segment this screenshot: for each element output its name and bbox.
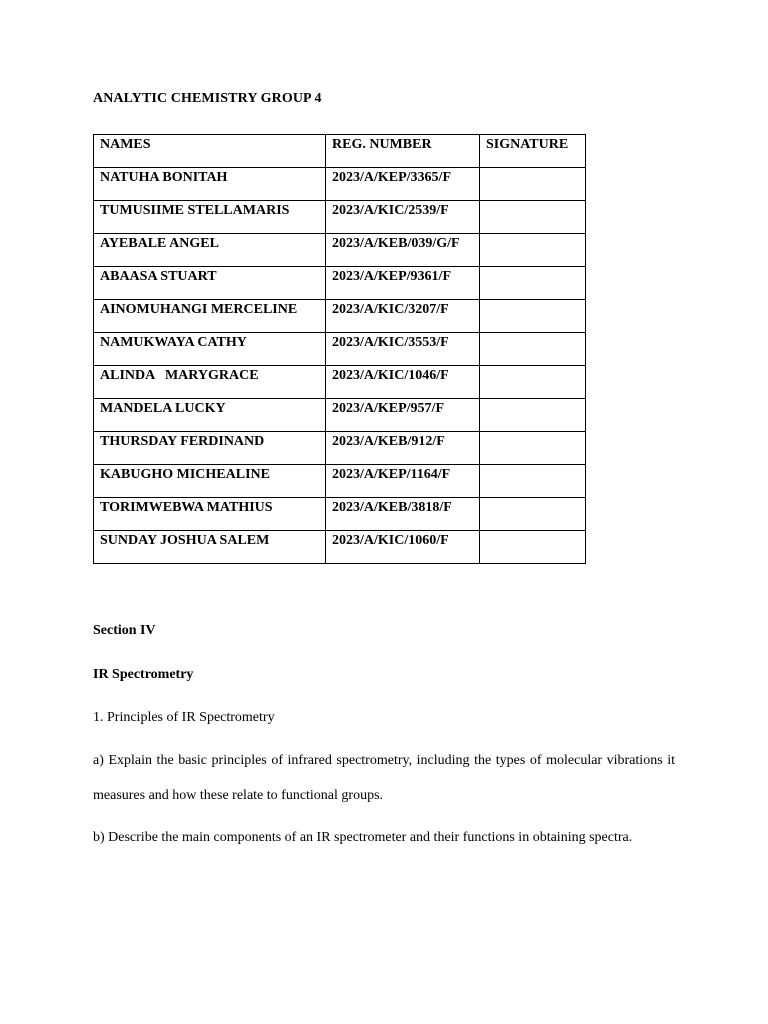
table-row	[94, 333, 586, 366]
column-header-reg-number: REG. NUMBER	[326, 135, 480, 168]
table-row	[94, 498, 586, 531]
cell-name: SUNDAY JOSHUA SALEM	[94, 531, 326, 564]
cell-reg-number: 2023/A/KEP/9361/F	[326, 267, 480, 300]
cell-signature	[480, 201, 586, 234]
cell-name: MANDELA LUCKY	[94, 399, 326, 432]
cell-reg-number: 2023/A/KIC/2539/F	[326, 201, 480, 234]
cell-signature	[480, 531, 586, 564]
cell-reg-number: 2023/A/KIC/3553/F	[326, 333, 480, 366]
column-header-signature: SIGNATURE	[480, 135, 586, 168]
cell-signature	[480, 300, 586, 333]
table-row	[94, 432, 586, 465]
cell-signature	[480, 498, 586, 531]
table-header-row	[94, 135, 586, 168]
table-row	[94, 531, 586, 564]
cell-signature	[480, 432, 586, 465]
cell-signature	[480, 465, 586, 498]
document-title: ANALYTIC CHEMISTRY GROUP 4	[93, 91, 322, 106]
cell-reg-number: 2023/A/KIC/1060/F	[326, 531, 480, 564]
question-a: a) Explain the basic principles of infrared spectrometry, including the types of molecular vibrations it measures and how these relate to functional groups.	[93, 753, 675, 803]
cell-name: NATUHA BONITAH	[94, 168, 326, 201]
cell-signature	[480, 234, 586, 267]
cell-reg-number: 2023/A/KEB/3818/F	[326, 498, 480, 531]
cell-name: NAMUKWAYA CATHY	[94, 333, 326, 366]
cell-name: TORIMWEBWA MATHIUS	[94, 498, 326, 531]
cell-reg-number: 2023/A/KEP/957/F	[326, 399, 480, 432]
cell-name: KABUGHO MICHEALINE	[94, 465, 326, 498]
cell-reg-number: 2023/A/KEB/912/F	[326, 432, 480, 465]
cell-name: ALINDA MARYGRACE	[94, 366, 326, 399]
group-members-table	[93, 134, 586, 564]
cell-reg-number: 2023/A/KIC/1046/F	[326, 366, 480, 399]
question-heading: 1. Principles of IR Spectrometry	[93, 710, 275, 725]
table-row	[94, 366, 586, 399]
topic-heading: IR Spectrometry	[93, 667, 194, 682]
cell-reg-number: 2023/A/KEP/3365/F	[326, 168, 480, 201]
table-row	[94, 300, 586, 333]
cell-signature	[480, 267, 586, 300]
cell-name: ABAASA STUART	[94, 267, 326, 300]
cell-signature	[480, 333, 586, 366]
cell-reg-number: 2023/A/KEB/039/G/F	[326, 234, 480, 267]
table-row	[94, 201, 586, 234]
table-row	[94, 234, 586, 267]
table-row	[94, 267, 586, 300]
cell-name: AINOMUHANGI MERCELINE	[94, 300, 326, 333]
cell-name: AYEBALE ANGEL	[94, 234, 326, 267]
cell-name: THURSDAY FERDINAND	[94, 432, 326, 465]
cell-reg-number: 2023/A/KEP/1164/F	[326, 465, 480, 498]
cell-signature	[480, 399, 586, 432]
table-row	[94, 399, 586, 432]
cell-name: TUMUSIIME STELLAMARIS	[94, 201, 326, 234]
column-header-names: NAMES	[94, 135, 326, 168]
section-label: Section IV	[93, 623, 156, 638]
cell-reg-number: 2023/A/KIC/3207/F	[326, 300, 480, 333]
table-row	[94, 168, 586, 201]
table-body	[94, 168, 586, 564]
question-b: b) Describe the main components of an IR spectrometer and their functions in obtaining spectra.	[93, 830, 633, 845]
cell-signature	[480, 366, 586, 399]
table-row	[94, 465, 586, 498]
cell-signature	[480, 168, 586, 201]
